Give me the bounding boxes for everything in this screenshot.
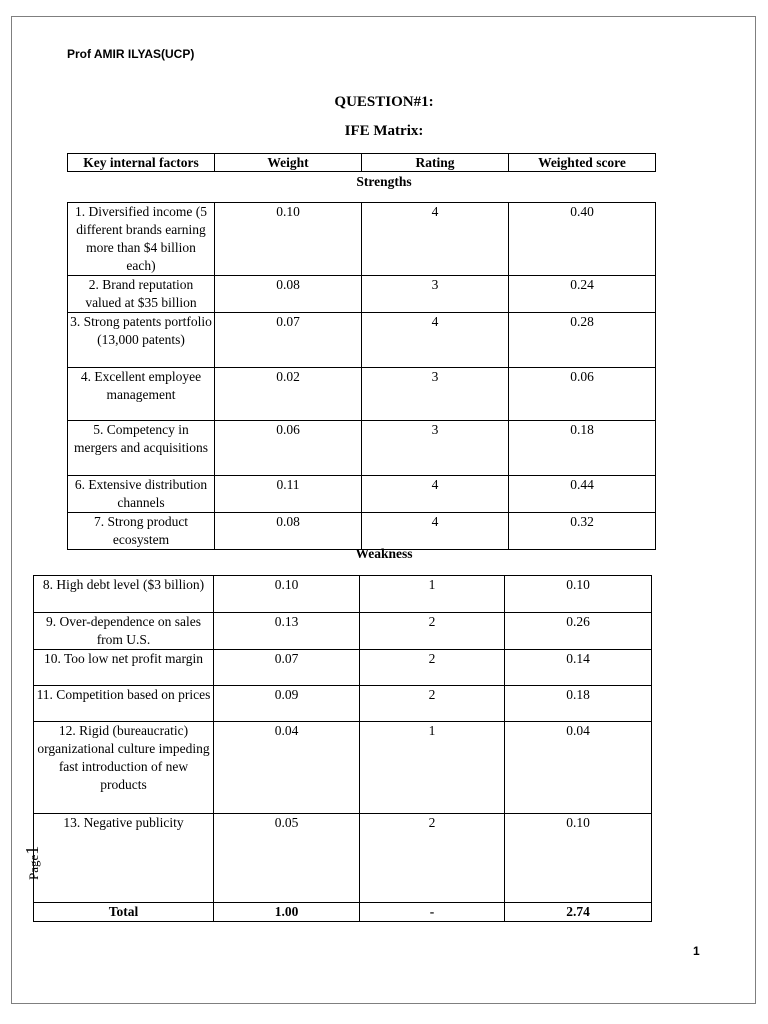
score-cell: 0.04 bbox=[505, 722, 652, 814]
score-cell: 0.14 bbox=[505, 650, 652, 686]
table-row bbox=[34, 686, 652, 722]
table-row bbox=[68, 368, 656, 421]
rating-cell: 4 bbox=[362, 313, 509, 368]
total-score: 2.74 bbox=[505, 903, 652, 922]
factor-cell: 8. High debt level ($3 billion) bbox=[34, 576, 214, 613]
factor-cell: 10. Too low net profit margin bbox=[34, 650, 214, 686]
rating-cell: 4 bbox=[362, 476, 509, 513]
score-cell: 0.18 bbox=[505, 686, 652, 722]
header-row bbox=[68, 154, 656, 172]
factor-cell: 1. Diversified income (5 different brands earning more than $4 billion each) bbox=[68, 203, 215, 276]
weight-cell: 0.08 bbox=[215, 276, 362, 313]
score-cell: 0.28 bbox=[509, 313, 656, 368]
table-row bbox=[68, 276, 656, 313]
score-cell: 0.32 bbox=[509, 513, 656, 550]
weakness-label: Weakness bbox=[355, 546, 413, 561]
table-row bbox=[34, 613, 652, 650]
matrix-title: IFE Matrix: bbox=[344, 123, 424, 139]
table-row bbox=[68, 476, 656, 513]
table-row bbox=[68, 203, 656, 276]
factor-cell: 4. Excellent employee management bbox=[68, 368, 215, 421]
rating-cell: 2 bbox=[360, 650, 505, 686]
factor-cell: 11. Competition based on prices bbox=[34, 686, 214, 722]
strengths-label: Strengths bbox=[356, 174, 412, 189]
table-row bbox=[68, 313, 656, 368]
strengths-table bbox=[67, 202, 656, 550]
rating-cell: 3 bbox=[362, 368, 509, 421]
total-label: Total bbox=[34, 903, 214, 922]
col-rating: Rating bbox=[362, 154, 509, 172]
weight-cell: 0.11 bbox=[215, 476, 362, 513]
score-cell: 0.06 bbox=[509, 368, 656, 421]
factor-cell: 12. Rigid (bureaucratic) organizational culture impeding fast introduction of new products bbox=[34, 722, 214, 814]
rating-cell: 3 bbox=[362, 276, 509, 313]
weight-cell: 0.07 bbox=[214, 650, 360, 686]
score-cell: 0.10 bbox=[505, 814, 652, 903]
score-cell: 0.24 bbox=[509, 276, 656, 313]
table-row bbox=[68, 421, 656, 476]
rating-cell: 1 bbox=[360, 722, 505, 814]
weight-cell: 0.13 bbox=[214, 613, 360, 650]
weight-cell: 0.05 bbox=[214, 814, 360, 903]
rating-cell: 2 bbox=[360, 814, 505, 903]
weight-cell: 0.04 bbox=[214, 722, 360, 814]
page-number: 1 bbox=[693, 944, 700, 958]
factor-cell: 2. Brand reputation valued at $35 billion bbox=[68, 276, 215, 313]
weight-cell: 0.02 bbox=[215, 368, 362, 421]
weight-cell: 0.07 bbox=[215, 313, 362, 368]
factor-cell: 7. Strong product ecosystem bbox=[68, 513, 215, 550]
side-page-number: 1 bbox=[22, 845, 42, 855]
table-row bbox=[34, 576, 652, 613]
factor-cell: 3. Strong patents portfolio (13,000 patents) bbox=[68, 313, 215, 368]
col-weight: Weight bbox=[215, 154, 362, 172]
table-row bbox=[34, 722, 652, 814]
total-weight: 1.00 bbox=[214, 903, 360, 922]
author-header: Prof AMIR ILYAS(UCP) bbox=[67, 47, 195, 61]
weight-cell: 0.10 bbox=[215, 203, 362, 276]
rating-cell: 2 bbox=[360, 613, 505, 650]
score-cell: 0.44 bbox=[509, 476, 656, 513]
rating-cell: 1 bbox=[360, 576, 505, 613]
score-cell: 0.26 bbox=[505, 613, 652, 650]
score-cell: 0.10 bbox=[505, 576, 652, 613]
total-rating: - bbox=[360, 903, 505, 922]
factor-cell: 5. Competency in mergers and acquisitions bbox=[68, 421, 215, 476]
weight-cell: 0.08 bbox=[215, 513, 362, 550]
ife-header-table bbox=[67, 153, 656, 172]
weakness-table bbox=[33, 575, 652, 922]
score-cell: 0.40 bbox=[509, 203, 656, 276]
weight-cell: 0.10 bbox=[214, 576, 360, 613]
col-weighted-score: Weighted score bbox=[509, 154, 656, 172]
table-row bbox=[34, 650, 652, 686]
col-key-factors: Key internal factors bbox=[68, 154, 215, 172]
rating-cell: 2 bbox=[360, 686, 505, 722]
factor-cell: 9. Over-dependence on sales from U.S. bbox=[34, 613, 214, 650]
factor-cell: 6. Extensive distribution channels bbox=[68, 476, 215, 513]
side-page-label bbox=[22, 840, 42, 880]
table-row bbox=[68, 513, 656, 550]
rating-cell: 4 bbox=[362, 513, 509, 550]
side-page-text: Page bbox=[26, 854, 41, 880]
weight-cell: 0.06 bbox=[215, 421, 362, 476]
rating-cell: 3 bbox=[362, 421, 509, 476]
table-row bbox=[34, 814, 652, 903]
factor-cell: 13. Negative publicity bbox=[34, 814, 214, 903]
question-title: QUESTION#1: bbox=[334, 94, 434, 110]
score-cell: 0.18 bbox=[509, 421, 656, 476]
total-row bbox=[34, 903, 652, 922]
weight-cell: 0.09 bbox=[214, 686, 360, 722]
rating-cell: 4 bbox=[362, 203, 509, 276]
